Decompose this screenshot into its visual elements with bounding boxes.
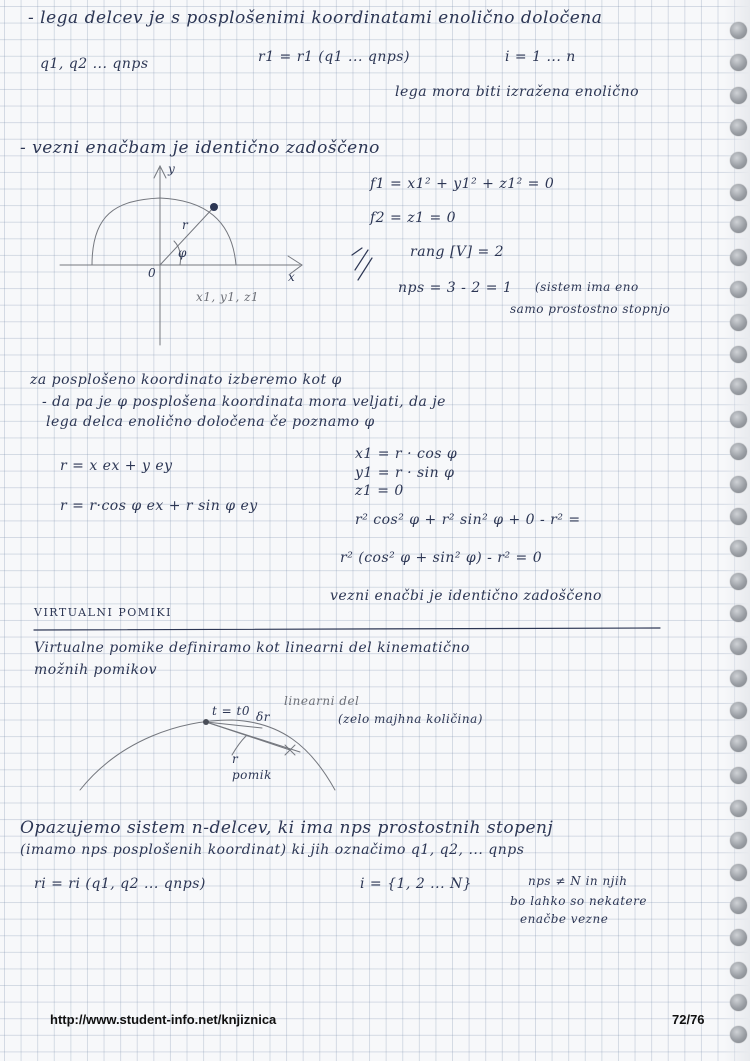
- note-line-03: lega mora biti izražena enolično: [395, 84, 640, 100]
- note-line-05: za posplošeno koordinato izberemo kot φ: [30, 372, 342, 388]
- fig2-pomik-label: pomik: [232, 768, 272, 782]
- equation-r-polar: r = r·cos φ ex + r sin φ ey: [60, 498, 258, 514]
- equation-r-vector: r = x ex + y ey: [60, 458, 173, 474]
- equation-index-set: i = {1, 2 ... N}: [360, 876, 473, 892]
- fig2-r-label: r: [232, 752, 239, 766]
- fig2-start-point: [203, 719, 209, 725]
- side-note-3: enačbe vezne: [520, 912, 609, 926]
- equation-nps: nps = 3 - 2 = 1: [398, 280, 513, 296]
- note-line-10: možnih pomikov: [34, 662, 158, 678]
- note-line-11: Opazujemo sistem n-delcev, ki ima nps prostostnih stopenj: [20, 818, 554, 838]
- footer-url[interactable]: http://www.student-info.net/knjiznica: [50, 1012, 277, 1027]
- note-line-02b: r1 = r1 (q1 ... qnps): [258, 49, 410, 65]
- bracket-mark: [352, 248, 372, 280]
- note-line-01: - lega delcev je s posplošenimi koordinatami enolično določena: [28, 8, 603, 28]
- equation-y1: y1 = r · sin φ: [355, 465, 455, 481]
- equation-rang: rang [V] = 2: [410, 244, 505, 260]
- fig1-origin-label: 0: [148, 266, 157, 280]
- side-note-2: bo lahko so nekatere: [510, 894, 647, 908]
- note-line-02c: i = 1 ... n: [505, 49, 576, 65]
- fig2-linear-label: linearni del: [284, 694, 360, 708]
- fig1-y-label: y: [168, 162, 176, 176]
- equation-ri: ri = ri (q1, q2 ... qnps): [34, 876, 206, 892]
- note-line-06: - da pa je φ posplošena koordinata mora veljati, da je: [42, 394, 446, 410]
- fig2-time-label: t = t0: [212, 704, 250, 718]
- underline-definition: [34, 628, 660, 630]
- fig1-point-label: x1, y1, z1: [196, 290, 260, 304]
- note-line-08: vezni enačbi je identično zadoščeno: [330, 588, 602, 604]
- equation-x1: x1 = r · cos φ: [355, 446, 458, 462]
- fig2-dr-label: δr: [256, 710, 270, 724]
- note-line-04: - vezni enačbam je identično zadoščeno: [20, 138, 380, 158]
- equation-f2: f2 = z1 = 0: [370, 210, 457, 226]
- equation-f1: f1 = x1² + y1² + z1² = 0: [370, 176, 555, 192]
- fig2-trajectory: [80, 720, 335, 790]
- virtual-displacement-figure: [80, 719, 335, 790]
- fig2-small-label: (zelo majhna količina): [338, 712, 483, 726]
- note-line-09: Virtualne pomike definiramo kot linearni del kinematično: [34, 640, 470, 656]
- equation-nps-note2: samo prostostno stopnjo: [510, 302, 671, 316]
- note-line-02a: q1, q2 ... qnps: [40, 56, 149, 72]
- fig1-mass-point: [210, 203, 218, 211]
- fig1-r-label: r: [182, 218, 189, 232]
- fig1-radius-vector: [160, 207, 214, 265]
- fig1-phi-label: φ: [178, 246, 187, 260]
- fig1-x-label: x: [288, 270, 296, 284]
- note-line-07: lega delca enolično določena če poznamo φ: [46, 414, 375, 430]
- section-heading-virtual-displacements: VIRTUALNI POMIKI: [34, 606, 172, 619]
- equation-simplified: r² (cos² φ + sin² φ) - r² = 0: [340, 550, 543, 566]
- equation-z1: z1 = 0: [355, 483, 404, 499]
- equation-nps-note1: (sistem ima eno: [535, 280, 639, 294]
- note-line-12: (imamo nps posplošenih koordinat) ki jih označimo q1, q2, ... qnps: [20, 842, 525, 858]
- equation-substitution: r² cos² φ + r² sin² φ + 0 - r² =: [355, 512, 581, 528]
- side-note-1: nps ≠ N in njih: [528, 874, 628, 888]
- footer-page-number: 72/76: [672, 1012, 705, 1027]
